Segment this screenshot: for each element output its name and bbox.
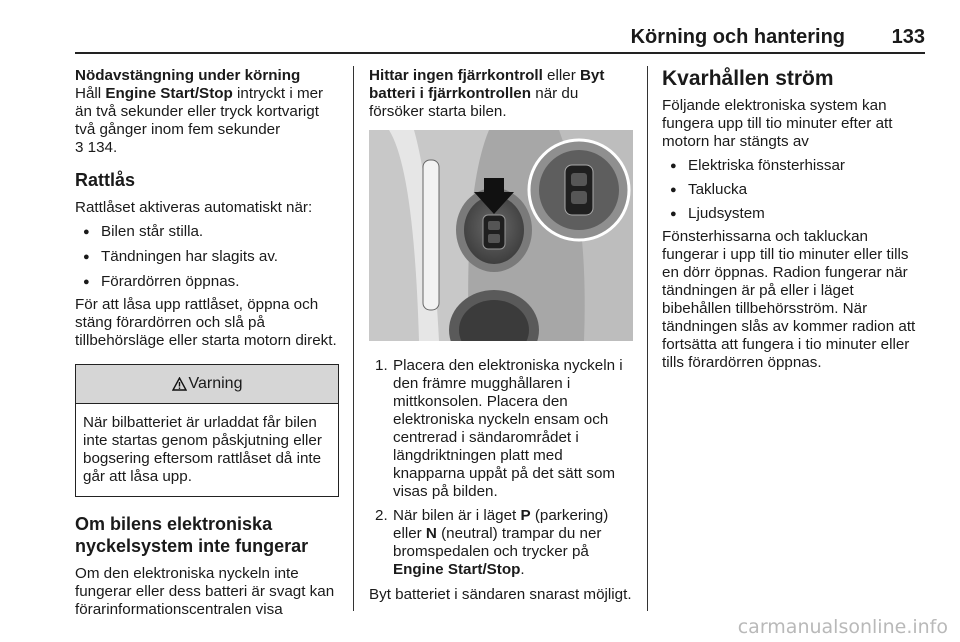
unlock-paragraph: För att låsa upp rattlåset, öppna och stäng förardörren och slå på tillbehörsläge eller starta motorn direkt. xyxy=(75,296,337,349)
fail-heading: Om bilens elektroniska nyckelsystem inte fungerar xyxy=(75,514,309,556)
list-item: ● Ljudsystem xyxy=(662,205,927,223)
warning-box xyxy=(75,364,339,497)
console-photo xyxy=(369,130,633,341)
list-item: 1. Placera den elektroniska nyckeln i den främre mugghållaren i mittkonsolen. Placera den elektroniska nyckeln ensam och centrerad i sändarområdet i längdriktningen platt med knapparna uppåt på det sätt som visas på bilden. xyxy=(375,357,623,500)
column-1 xyxy=(75,67,339,619)
column-2-steps xyxy=(369,357,635,604)
retained-power-list xyxy=(662,157,927,223)
header-rule xyxy=(75,52,925,54)
lock-heading: Rattlås xyxy=(75,170,136,190)
warning-title: Varning xyxy=(188,375,243,392)
list-item: ● Taklucka xyxy=(662,181,927,199)
engine-start-stop-label: Engine Start/Stop xyxy=(105,85,233,102)
page-reference[interactable]: 3 134. xyxy=(75,139,118,156)
column-divider-2 xyxy=(647,66,648,611)
lock-bullet-list xyxy=(75,223,339,291)
steps-list xyxy=(369,357,635,579)
retained-power-paragraph: Fönsterhissarna och takluckan fungerar i upp till tio minuter eller tills en dörr öppnas. Radion fungerar när tändningen är på eller i läget bibehållen tillbehörsström. När tändningen slås av kommer radion att fortsätta att fungera i tio minuter eller tills förardörren öppnas. xyxy=(662,228,916,371)
lock-intro: Rattlåset aktiveras automatiskt när: xyxy=(75,199,313,216)
section-title: Körning och hantering xyxy=(630,26,845,48)
warning-header xyxy=(76,365,338,404)
page-header xyxy=(75,24,925,54)
warning-icon xyxy=(172,377,187,391)
retained-power-intro: Följande elektroniska system kan fungera upp till tio minuter efter att motorn har stängts av xyxy=(662,97,893,150)
message-paragraph: Hittar ingen fjärrkontroll eller Byt batteri i fjärrkontrollen när du försöker starta bilen. xyxy=(369,67,605,120)
replace-battery-paragraph: Byt batteriet i sändaren snarast möjligt. xyxy=(369,586,632,603)
column-3 xyxy=(662,67,927,372)
column-2 xyxy=(369,67,635,121)
list-item: ● Förardörren öppnas. xyxy=(75,273,339,291)
list-item: 2. När bilen är i läget P (parkering) eller N (neutral) trampar du ner bromspedalen och trycker på Engine Start/Stop. xyxy=(375,507,609,578)
watermark: carmanualsonline.info xyxy=(737,616,948,638)
retained-power-heading: Kvarhållen ström xyxy=(662,67,834,90)
list-item: ● Tändningen har slagits av. xyxy=(75,248,339,266)
list-item: ● Bilen står stilla. xyxy=(75,223,339,241)
column-divider-1 xyxy=(353,66,354,611)
fail-paragraph: Om den elektroniska nyckeln inte fungerar eller dess batteri är svagt kan förarinformationscentralen visa xyxy=(75,565,335,618)
page-number: 133 xyxy=(891,26,925,48)
emergency-title: Nödavstängning under körning xyxy=(75,67,301,84)
emergency-paragraph: Håll Engine Start/Stop intryckt i mer än två sekunder eller tryck kortvarigt två gånger inom fem sekunder xyxy=(75,85,324,138)
warning-body: När bilbatteriet är urladdat får bilen inte startas genom påskjutning eller bogsering eftersom rattlåset då inte går att låsa upp. xyxy=(83,414,322,485)
list-item: ● Elektriska fönsterhissar xyxy=(662,157,927,175)
